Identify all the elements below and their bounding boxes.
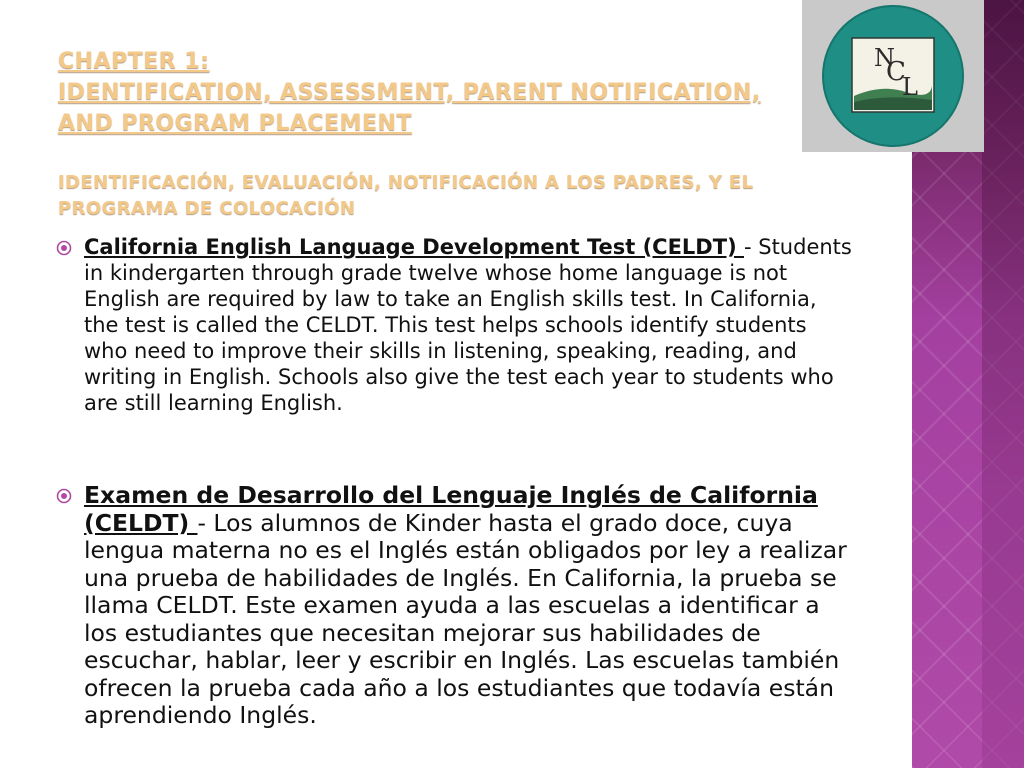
bullet-body: - Los alumnos de Kinder hasta el grado doce, cuya lengua materna no es el Inglés están obligados por ley a realizar una prueba de habilidades de Inglés. En California, la prueba se llama CELDT. Este examen ayuda a las escuelas a identificar a los estudiantes que necesitan mejorar sus habilidades de escuchar, hablar, leer y escribir en Inglés. Las escuelas también ofrecen la prueba cada año a los estudiantes que todavía están aprendiendo Inglés. xyxy=(84,508,847,729)
ncl-logo-icon xyxy=(802,0,984,152)
svg-text:C: C xyxy=(886,57,906,87)
bullet-item-english xyxy=(56,234,856,416)
slide-subtitle: IDENTIFICACIÓN, EVALUACIÓN, NOTIFICACIÓN A LOS PADRES, Y EL PROGRAMA DE COLOCACIÓN xyxy=(58,172,754,219)
bullet-body: - Students in kindergarten through grade twelve whose home language is not English are required by law to take an English skills test. In California, the test is called the CELDT. This test helps schools identify students who need to improve their skills in listening, speaking, reading, and writing in English. Schools also give the test each year to students who are still learning English. xyxy=(84,235,852,415)
svg-text:N: N xyxy=(874,44,895,72)
slide-title xyxy=(58,46,778,139)
bullet-text xyxy=(84,482,856,730)
bullet-text xyxy=(84,234,856,416)
circle-bullet-icon xyxy=(56,488,72,504)
bullet-lead: Examen de Desarrollo del Lenguaje Inglés de California (CELDT) xyxy=(84,481,818,537)
logo-panel xyxy=(802,0,984,152)
bullet-lead: California English Language Development Test (CELDT) xyxy=(84,235,744,259)
bullet-item-spanish xyxy=(56,482,856,730)
svg-text:L: L xyxy=(902,73,918,101)
circle-bullet-icon xyxy=(56,240,72,256)
decorative-side-stripe-edge xyxy=(982,0,1024,768)
slide-title-line-2: IDENTIFICATION, ASSESSMENT, PARENT NOTIFICATION, AND PROGRAM PLACEMENT xyxy=(58,80,761,136)
slide-title-line-1: CHAPTER 1: xyxy=(58,49,210,74)
